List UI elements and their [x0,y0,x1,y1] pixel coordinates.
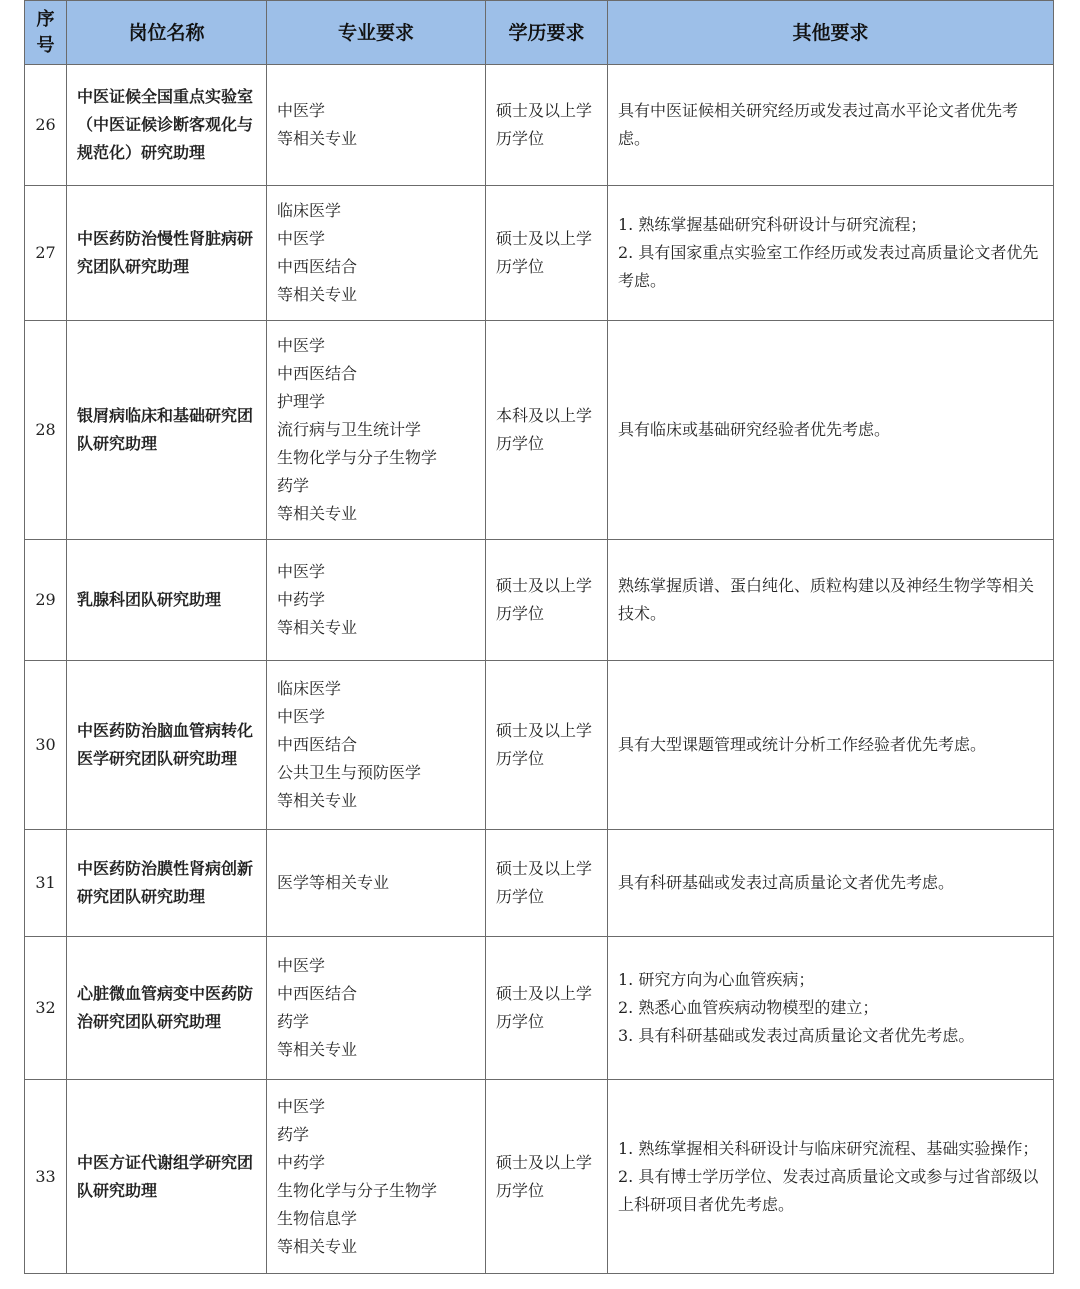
position-name: 中医证候全国重点实验室（中医证候诊断客观化与规范化）研究助理 [67,65,267,186]
major-item: 中医学 [277,562,326,581]
table-row [25,661,1054,830]
major-requirements [267,186,486,321]
major-item: 等相关专业 [277,285,358,304]
table-row [25,65,1054,186]
major-item: 药学 [277,1012,310,1031]
education-requirement: 硕士及以上学历学位 [486,65,608,186]
major-item: 生物化学与分子生物学 [277,1180,438,1200]
other-requirements [608,540,1054,661]
table-body [25,65,1054,1274]
other-requirement-item: 1. 研究方向为心血管疾病； [618,970,815,989]
education-requirement: 硕士及以上学历学位 [486,830,608,937]
table-row [25,830,1054,937]
row-number: 31 [25,830,67,937]
other-requirements [608,830,1054,937]
major-item: 等相关专业 [277,1040,358,1059]
position-name: 心脏微血管病变中医药防治研究团队研究助理 [67,937,267,1080]
other-requirement-item: 熟练掌握质谱、蛋白纯化、质粒构建以及神经生物学等相关技术。 [618,576,1035,623]
position-name: 银屑病临床和基础研究团队研究助理 [67,321,267,540]
education-requirement: 本科及以上学历学位 [486,321,608,540]
major-item: 中药学 [277,590,326,609]
education-requirement: 硕士及以上学历学位 [486,186,608,321]
major-requirements [267,937,486,1080]
major-item: 生物化学与分子生物学 [277,448,438,467]
table-row [25,321,1054,540]
major-item: 中药学 [277,1152,326,1172]
table-row [25,186,1054,321]
other-requirement-item: 3. 具有科研基础或发表过高质量论文者优先考虑。 [618,1026,975,1045]
major-requirements [267,540,486,661]
major-item: 中医学 [277,956,326,975]
other-requirement-item: 具有中医证候相关研究经历或发表过高水平论文者优先考虑。 [618,101,1019,148]
major-item: 等相关专业 [277,618,358,637]
table-row [25,540,1054,661]
other-requirements [608,321,1054,540]
major-item: 等相关专业 [277,129,358,148]
major-requirements [267,661,486,830]
major-item: 等相关专业 [277,791,358,810]
recruitment-table [24,0,1054,1274]
other-requirement-item: 具有科研基础或发表过高质量论文者优先考虑。 [618,873,955,892]
major-item: 中西医结合 [277,257,358,276]
header-index [25,1,67,65]
major-requirements [267,830,486,937]
other-requirement-item: 具有大型课题管理或统计分析工作经验者优先考虑。 [618,735,987,754]
row-number: 27 [25,186,67,321]
major-item: 等相关专业 [277,1236,358,1256]
major-requirements [267,65,486,186]
major-item: 临床医学 [277,201,342,220]
major-item: 等相关专业 [277,504,358,523]
other-requirements [608,937,1054,1080]
education-requirement: 硕士及以上学历学位 [486,937,608,1080]
header-major: 专业要求 [267,1,486,65]
major-item: 中医学 [277,336,326,355]
major-item: 临床医学 [277,679,342,698]
header-education: 学历要求 [486,1,608,65]
position-name: 中医药防治慢性肾脏病研究团队研究助理 [67,186,267,321]
major-item: 流行病与卫生统计学 [277,420,422,439]
major-item: 中西医结合 [277,364,358,383]
header-other: 其他要求 [608,1,1054,65]
other-requirement-item: 1. 熟练掌握基础研究科研设计与研究流程； [618,215,927,234]
header-position: 岗位名称 [67,1,267,65]
other-requirements [608,65,1054,186]
major-item: 中医学 [277,707,326,726]
row-number: 26 [25,65,67,186]
table-row [25,1080,1054,1274]
row-number: 32 [25,937,67,1080]
row-number: 33 [25,1080,67,1274]
major-item: 中西医结合 [277,735,358,754]
major-requirements [267,321,486,540]
other-requirement-item: 2. 具有国家重点实验室工作经历或发表过高质量论文者优先考虑。 [618,243,1039,290]
major-item: 护理学 [277,392,326,411]
other-requirements [608,186,1054,321]
major-item: 中西医结合 [277,984,358,1003]
position-name: 乳腺科团队研究助理 [67,540,267,661]
row-number: 28 [25,321,67,540]
other-requirements [608,1080,1054,1274]
recruitment-table-container [24,0,1053,1274]
other-requirement-item: 具有临床或基础研究经验者优先考虑。 [618,420,891,439]
major-item: 中医学 [277,1096,326,1116]
header-index-text: 序号 [36,8,55,56]
major-item: 药学 [277,1124,310,1144]
education-requirement: 硕士及以上学历学位 [486,1080,608,1274]
education-requirement: 硕士及以上学历学位 [486,540,608,661]
major-item: 公共卫生与预防医学 [277,763,422,782]
major-item: 药学 [277,476,310,495]
position-name: 中医药防治膜性肾病创新研究团队研究助理 [67,830,267,937]
row-number: 30 [25,661,67,830]
other-requirement-item: 2. 熟悉心血管疾病动物模型的建立； [618,998,879,1017]
major-item: 中医学 [277,229,326,248]
education-requirement: 硕士及以上学历学位 [486,661,608,830]
position-name: 中医药防治脑血管病转化医学研究团队研究助理 [67,661,267,830]
other-requirement-item: 2. 具有博士学历学位、发表过高质量论文或参与过省部级以上科研项目者优先考虑。 [618,1166,1039,1214]
row-number: 29 [25,540,67,661]
major-item: 生物信息学 [277,1208,358,1228]
table-row [25,937,1054,1080]
position-name: 中医方证代谢组学研究团队研究助理 [67,1080,267,1274]
other-requirements [608,661,1054,830]
other-requirement-item: 1. 熟练掌握相关科研设计与临床研究流程、基础实验操作； [618,1138,1039,1158]
major-item: 医学等相关专业 [277,873,390,892]
major-requirements [267,1080,486,1274]
table-header-row [25,1,1054,65]
major-item: 中医学 [277,101,326,120]
